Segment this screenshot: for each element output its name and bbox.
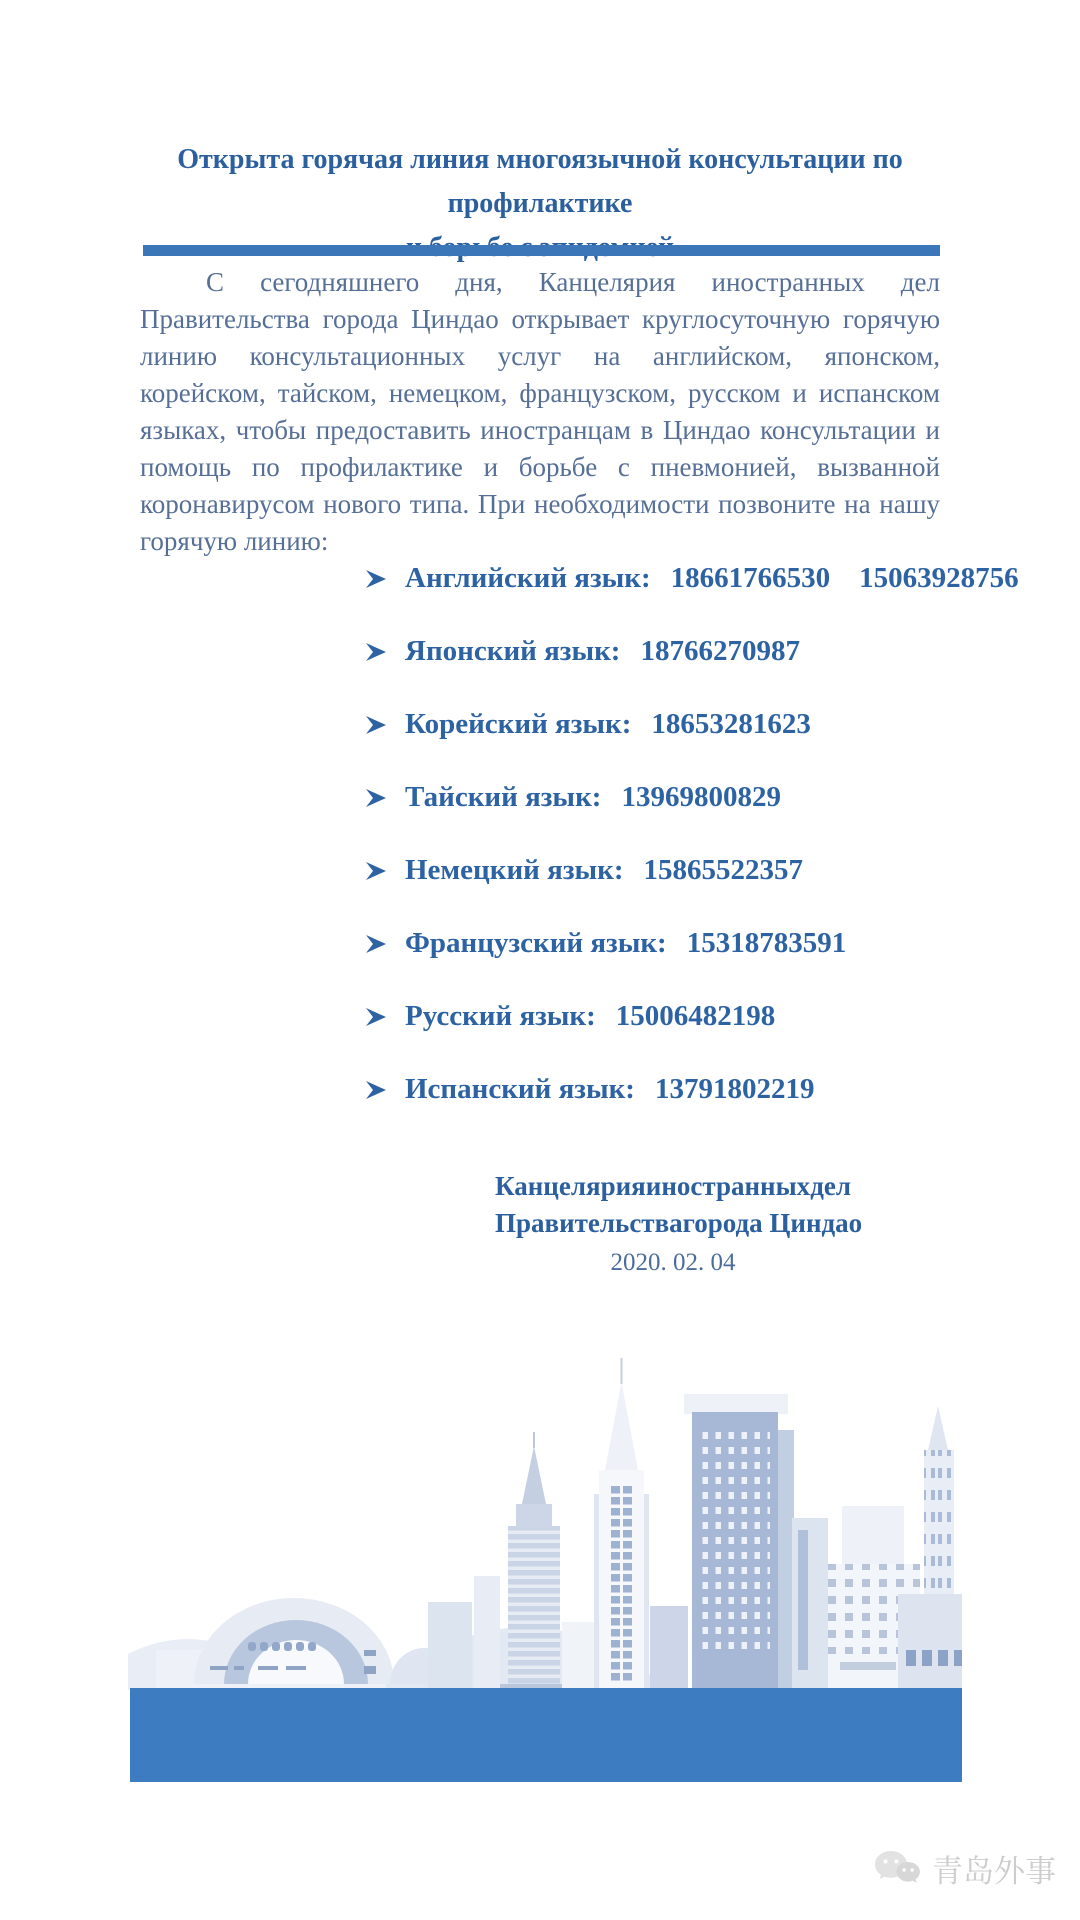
arrow-bullet-icon — [363, 1077, 389, 1103]
city-skyline-illustration — [128, 1354, 962, 1690]
hotline-item-russian — [363, 980, 1019, 1053]
hotline-phone-numbers: 15865522357 — [643, 854, 803, 886]
body-paragraph: С сегодняшнего дня, Канцелярия иностранных дел Правительства города Циндао открывает круглосуточную горячую линию консультационных услуг на английском, японском, корейском, тайском, немецком, французском, русском и испанском языках, чтобы предоставить иностранцам в Циндао консультации и помощь по профилактике и борьбе с пневмонией, вызванной коронавирусом нового типа. При необходимости позвоните на нашу горячую линию: — [140, 267, 940, 556]
hotline-phone-numbers: 13791802219 — [654, 1073, 815, 1105]
hotline-phone-numbers: 13969800829 — [621, 781, 781, 813]
hotline-language-label: Японский язык: — [405, 635, 621, 667]
hotline-item-spanish — [363, 1053, 1019, 1126]
hotline-item-german — [363, 834, 1019, 907]
signature-word: иностранных — [645, 1171, 811, 1201]
hotline-language-label: Русский язык: — [405, 1000, 596, 1032]
watermark — [872, 1846, 1056, 1891]
signature-block — [495, 1170, 863, 1277]
hotline-language-label: Английский язык: — [405, 562, 651, 594]
hotline-item-french — [363, 907, 1019, 980]
hotline-item-english — [363, 542, 1019, 615]
hotline-phone-numbers: 18653281623 — [651, 708, 811, 740]
arrow-bullet-icon — [363, 1004, 389, 1030]
hotline-language-label: Тайский язык: — [405, 781, 602, 813]
hotline-phone-numbers: 18661766530 15063928756 — [670, 562, 1019, 594]
arrow-bullet-icon — [363, 785, 389, 811]
hotline-language-label: Корейский язык: — [405, 708, 632, 740]
signature-org-line-2: Правительствагорода Циндао — [495, 1208, 863, 1238]
signature-word: Канцелярия — [495, 1171, 646, 1201]
title-line-1: Открыта горячая линия многоязычной консультации по профилактике — [177, 144, 903, 219]
wechat-icon — [872, 1848, 922, 1890]
hotline-language-label: Немецкий язык: — [405, 854, 624, 886]
signature-word: дел — [810, 1171, 851, 1201]
signature-org-line-1 — [495, 1170, 851, 1202]
arrow-bullet-icon — [363, 712, 389, 738]
hotline-phone-numbers: 15006482198 — [615, 1000, 776, 1032]
hotline-list — [363, 542, 1019, 1126]
title-divider-bar — [143, 245, 940, 256]
watermark-text: 青岛外事 — [932, 1854, 1056, 1890]
hotline-phone-numbers: 18766270987 — [640, 635, 800, 667]
signature-date: 2020. 02. 04 — [610, 1249, 736, 1276]
bottom-banner-bar — [130, 1688, 962, 1782]
arrow-bullet-icon — [363, 639, 389, 665]
arrow-bullet-icon — [363, 858, 389, 884]
hotline-language-label: Французский язык: — [405, 927, 667, 959]
arrow-bullet-icon — [363, 566, 389, 592]
hotline-item-korean — [363, 688, 1019, 761]
hotline-phone-numbers: 15318783591 — [686, 927, 847, 959]
hotline-item-thai — [363, 761, 1019, 834]
arrow-bullet-icon — [363, 931, 389, 957]
hotline-item-japanese — [363, 615, 1019, 688]
hotline-language-label: Испанский язык: — [405, 1073, 635, 1105]
